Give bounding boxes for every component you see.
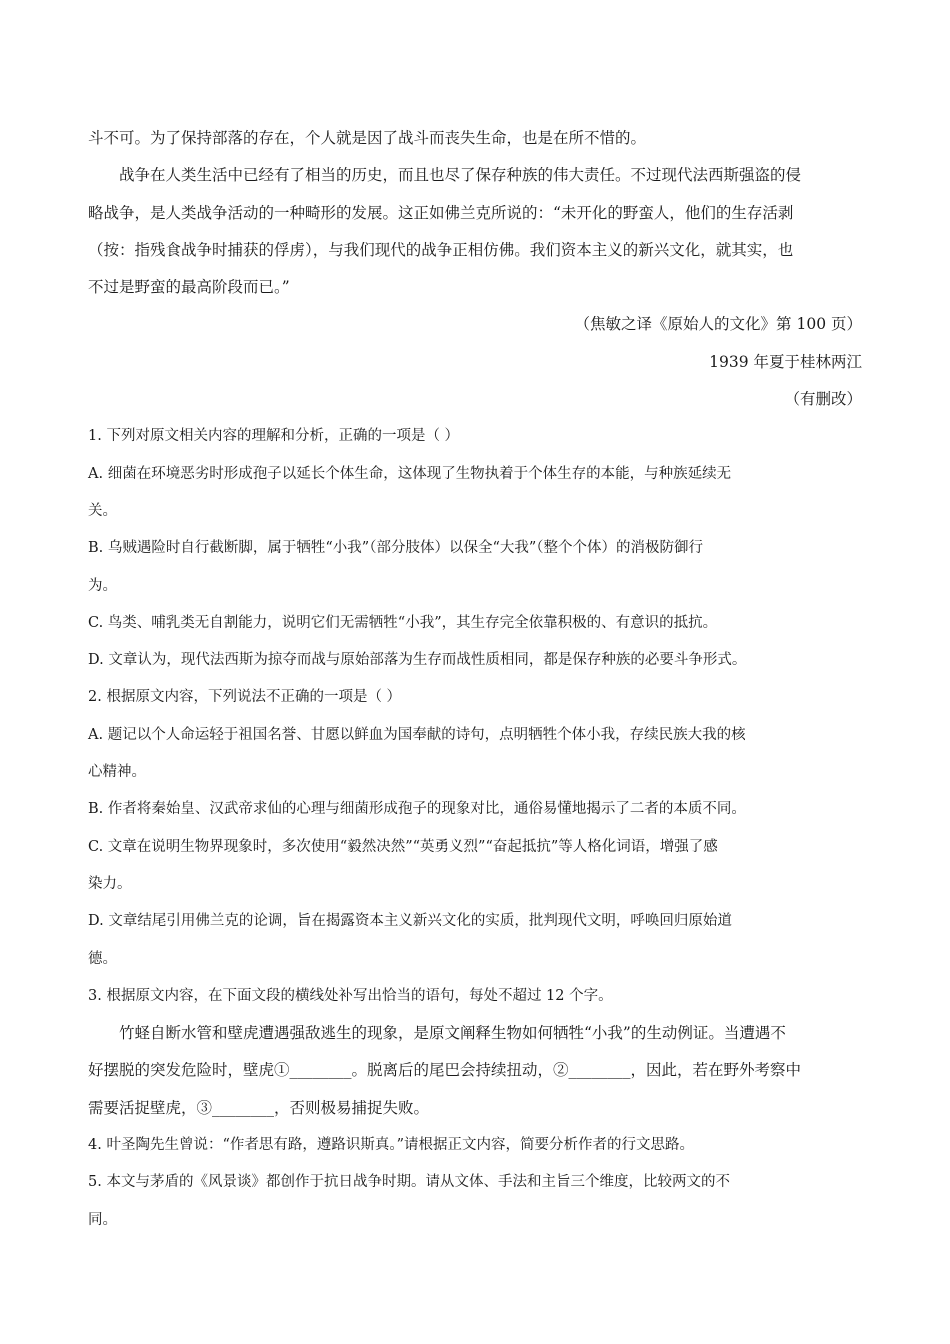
- question-1-option-c: C. 鸟类、哺乳类无自割能力，说明它们无需牺牲“小我”，其生存完全依靠积极的、有意识的抵抗。: [88, 614, 718, 631]
- question-2-option-c: C. 文章在说明生物界现象时，多次使用“毅然决然”“英勇义烈”“奋起抵抗”等人格化词语，增强了感: [88, 838, 718, 855]
- question-5: 5. 本文与茅盾的《风景谈》都创作于抗日战争时期。请从文体、手法和主旨三个维度，比较两文的不: [88, 1174, 730, 1191]
- question-2-stem: 2. 根据原文内容，下列说法不正确的一项是（ ）: [88, 689, 402, 706]
- question-5-cont: 同。: [88, 1211, 117, 1228]
- question-2-option-d: D. 文章结尾引用佛兰克的论调，旨在揭露资本主义新兴文化的实质，批判现代文明，呼唤回归原始道: [88, 913, 732, 930]
- question-3-passage-line-2: 好摆脱的突发危险时，壁虎①________。脱离后的尾巴会持续扭动，②________，因此，若在野外考察中: [88, 1061, 802, 1080]
- question-1-option-b: B. 乌贼遇险时自行截断脚，属于牺牲“小我”（部分肢体）以保全“大我”（整个个体）的消极防御行: [88, 540, 704, 557]
- article-paragraph-2-line-1: 战争在人类生活中已经有了相当的历史，而且也尽了保存种族的伟大责任。不过现代法西斯强盗的侵: [119, 166, 802, 185]
- question-3-passage-line-1: 竹蛏自断水管和壁虎遭遇强敌逃生的现象，是原文阐释生物如何牺牲“小我”的生动例证。当遭遇不: [119, 1024, 786, 1043]
- question-2-option-a: A. 题记以个人命运轻于祖国名誉、甘愿以鲜血为国奉献的诗句，点明牺牲个体小我，存续民族大我的核: [88, 726, 746, 743]
- question-2-option-c-cont: 染力。: [88, 875, 132, 892]
- question-3-stem: 3. 根据原文内容，在下面文段的横线处补写出恰当的语句，每处不超过 12 个字。: [88, 987, 613, 1004]
- question-1-option-d: D. 文章认为，现代法西斯为掠夺而战与原始部落为生存而战性质相同，都是保存种族的必要斗争形式。: [88, 652, 747, 669]
- article-paragraph-2-line-2: 略战争，是人类战争活动的一种畸形的发展。这正如佛兰克所说的：“未开化的野蛮人，他们的生存活剥: [88, 203, 794, 222]
- question-1-option-b-cont: 为。: [88, 577, 117, 594]
- question-2-option-d-cont: 德。: [88, 950, 117, 967]
- date-place: 1939 年夏于桂林两江: [709, 352, 862, 371]
- article-paragraph-2-line-4: 不过是野蛮的最高阶段而已。”: [88, 278, 290, 297]
- question-1-option-a: A. 细菌在环境恶劣时形成孢子以延长个体生命，这体现了生物执着于个体生存的本能，与种族延续无: [88, 465, 732, 482]
- article-paragraph-1-line-1: 斗不可。为了保持部落的存在，个人就是因了战斗而丧失生命，也是在所不惜的。: [88, 129, 647, 147]
- article-paragraph-2-line-3: （按：指残食战争时捕获的俘虏），与我们现代的战争正相仿佛。我们资本主义的新兴文化，就其实，也: [88, 240, 794, 259]
- edit-note: （有删改）: [784, 390, 862, 409]
- question-2-option-a-cont: 心精神。: [88, 764, 146, 781]
- question-3-passage-line-3: 需要活捉壁虎，③________，否则极易捕捉失败。: [88, 1098, 430, 1117]
- question-4: 4. 叶圣陶先生曾说：“作者思有路，遵路识斯真。”请根据正文内容，简要分析作者的行文思路。: [88, 1137, 695, 1154]
- question-2-option-b: B. 作者将秦始皇、汉武帝求仙的心理与细菌形成孢子的现象对比，通俗易懂地揭示了二者的本质不同。: [88, 801, 746, 818]
- document-page: [88, 120, 862, 1239]
- citation: （焦敏之译《原始人的文化》第 100 页）: [574, 315, 862, 334]
- question-1-stem: 1. 下列对原文相关内容的理解和分析，正确的一项是（ ）: [88, 428, 460, 445]
- question-1-option-a-cont: 关。: [88, 502, 117, 519]
